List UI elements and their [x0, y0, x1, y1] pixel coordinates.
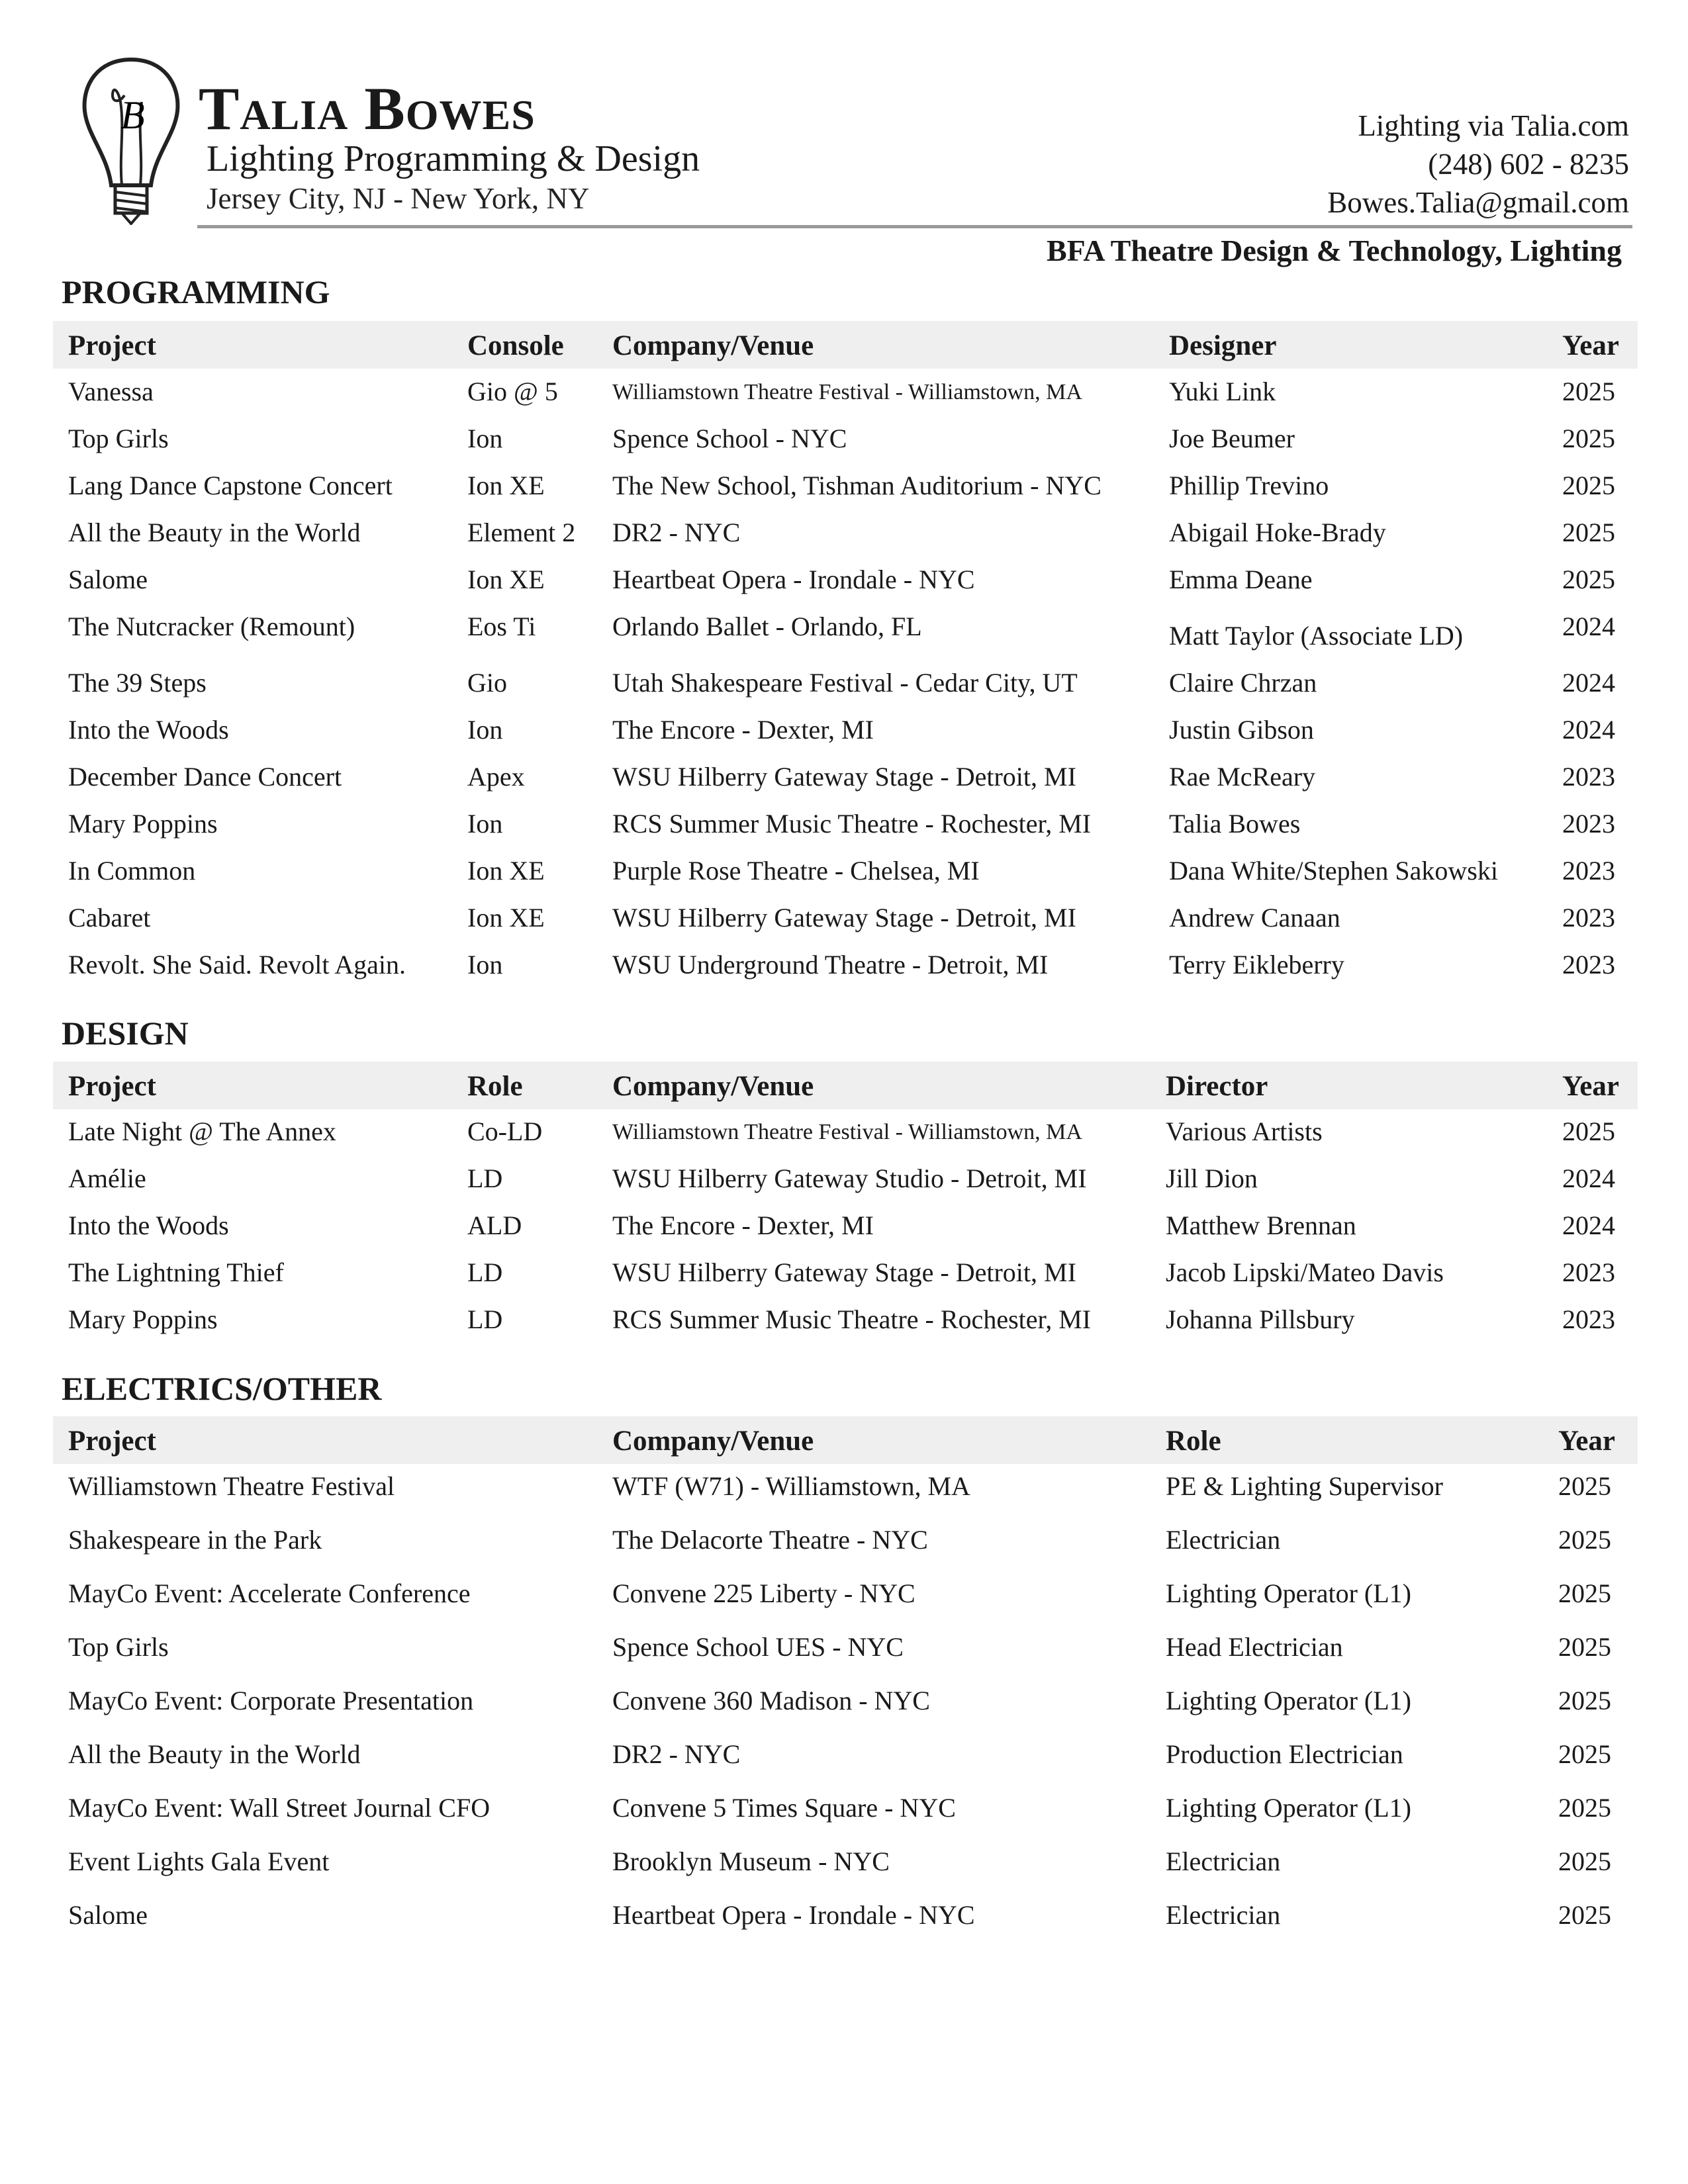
table-cell: Cabaret — [68, 903, 151, 933]
table-cell: Element 2 — [467, 518, 576, 547]
table-cell: Orlando Ballet - Orlando, FL — [612, 612, 922, 641]
column-header-year: Year — [1562, 330, 1619, 361]
design-table-header — [53, 1062, 1638, 1109]
table-cell: Abigail Hoke-Brady — [1169, 518, 1386, 547]
table-cell: Mary Poppins — [68, 1304, 218, 1334]
table-cell: 2024 — [1562, 1210, 1615, 1240]
table-cell: Jacob Lipski/Mateo Davis — [1166, 1257, 1444, 1287]
table-cell: Apex — [467, 762, 525, 792]
table-cell: Claire Chrzan — [1169, 668, 1317, 698]
table-cell: Ion — [467, 715, 503, 745]
table-cell: Into the Woods — [68, 1210, 229, 1240]
table-cell: The Lightning Thief — [68, 1257, 284, 1287]
table-cell: Convene 360 Madison - NYC — [612, 1686, 930, 1715]
table-cell: ALD — [467, 1210, 522, 1240]
table-cell: Lighting Operator (L1) — [1166, 1578, 1411, 1608]
table-cell: The Delacorte Theatre - NYC — [612, 1525, 928, 1555]
table-cell: Top Girls — [68, 424, 169, 453]
table-cell: The Encore - Dexter, MI — [612, 1210, 874, 1240]
column-header-role: Role — [467, 1071, 523, 1102]
resume-name: Talia Bowes — [199, 75, 536, 142]
table-cell: DR2 - NYC — [612, 1739, 741, 1769]
table-cell: Gio @ 5 — [467, 377, 558, 406]
table-cell: Matthew Brennan — [1166, 1210, 1356, 1240]
table-cell: 2023 — [1562, 903, 1615, 933]
header-divider — [197, 225, 1632, 228]
column-header-year: Year — [1562, 1071, 1619, 1102]
website-link[interactable]: Lighting via Talia.com — [1358, 109, 1629, 142]
table-cell: Joe Beumer — [1169, 424, 1295, 453]
table-cell: Williamstown Theatre Festival — [68, 1471, 395, 1501]
table-cell: LD — [467, 1163, 503, 1193]
table-cell: Into the Woods — [68, 715, 229, 745]
table-cell: Various Artists — [1166, 1116, 1323, 1146]
table-cell: All the Beauty in the World — [68, 518, 361, 547]
table-cell: 2025 — [1558, 1632, 1611, 1662]
table-cell: 2025 — [1558, 1846, 1611, 1876]
table-cell: 2024 — [1562, 1163, 1615, 1193]
table-cell: Lighting Operator (L1) — [1166, 1793, 1411, 1823]
table-cell: MayCo Event: Corporate Presentation — [68, 1686, 474, 1715]
table-cell: Matt Taylor (Associate LD) — [1169, 621, 1464, 651]
table-cell: RCS Summer Music Theatre - Rochester, MI — [612, 809, 1092, 839]
design-heading: DESIGN — [62, 1015, 189, 1052]
email-link[interactable]: Bowes.Talia@gmail.com — [1327, 186, 1629, 219]
table-cell: WSU Underground Theatre - Detroit, MI — [612, 950, 1049, 979]
table-cell: WTF (W71) - Williamstown, MA — [612, 1471, 970, 1501]
table-cell: Johanna Pillsbury — [1166, 1304, 1355, 1334]
table-cell: Late Night @ The Annex — [68, 1116, 336, 1146]
column-header-project: Project — [68, 1071, 156, 1102]
table-cell: Shakespeare in the Park — [68, 1525, 322, 1555]
table-cell: Vanessa — [68, 377, 154, 406]
table-cell: 2025 — [1562, 518, 1615, 547]
table-cell: Mary Poppins — [68, 809, 218, 839]
table-cell: Salome — [68, 565, 148, 594]
table-cell: LD — [467, 1257, 503, 1287]
table-cell: 2025 — [1558, 1471, 1611, 1501]
column-header-year: Year — [1558, 1426, 1615, 1457]
table-cell: Convene 5 Times Square - NYC — [612, 1793, 956, 1823]
table-cell: Amélie — [68, 1163, 146, 1193]
table-cell: 2025 — [1562, 377, 1615, 406]
table-cell: Ion XE — [467, 856, 545, 886]
table-cell: Co-LD — [467, 1116, 543, 1146]
table-cell: 2025 — [1558, 1578, 1611, 1608]
column-header-company-venue: Company/Venue — [612, 330, 814, 361]
table-cell: Rae McReary — [1169, 762, 1316, 792]
table-cell: Event Lights Gala Event — [68, 1846, 330, 1876]
table-cell: Phillip Trevino — [1169, 471, 1329, 500]
table-cell: 2025 — [1558, 1686, 1611, 1715]
electrics-heading: ELECTRICS/OTHER — [62, 1370, 382, 1407]
column-header-company-venue: Company/Venue — [612, 1426, 814, 1457]
table-cell: 2025 — [1558, 1525, 1611, 1555]
programming-heading: PROGRAMMING — [62, 273, 330, 310]
table-cell: Ion — [467, 809, 503, 839]
table-cell: Brooklyn Museum - NYC — [612, 1846, 890, 1876]
column-header-role: Role — [1166, 1426, 1221, 1457]
table-cell: The New School, Tishman Auditorium - NYC — [612, 471, 1102, 500]
table-cell: The 39 Steps — [68, 668, 207, 698]
table-cell: In Common — [68, 856, 196, 886]
table-cell: 2025 — [1558, 1900, 1611, 1930]
table-cell: 2025 — [1562, 424, 1615, 453]
table-cell: Yuki Link — [1169, 377, 1276, 406]
table-cell: DR2 - NYC — [612, 518, 741, 547]
electrics-table-header — [53, 1416, 1638, 1464]
table-cell: Williamstown Theatre Festival - Williamstown, MA — [612, 1120, 1082, 1144]
table-cell: The Nutcracker (Remount) — [68, 612, 355, 641]
table-cell: All the Beauty in the World — [68, 1739, 361, 1769]
table-cell: Utah Shakespeare Festival - Cedar City, UT — [612, 668, 1078, 698]
table-cell: 2023 — [1562, 856, 1615, 886]
column-header-director: Director — [1166, 1071, 1268, 1102]
table-cell: Terry Eikleberry — [1169, 950, 1344, 979]
table-cell: Spence School UES - NYC — [612, 1632, 904, 1662]
table-cell: 2023 — [1562, 809, 1615, 839]
table-cell: MayCo Event: Accelerate Conference — [68, 1578, 471, 1608]
table-cell: Head Electrician — [1166, 1632, 1343, 1662]
table-cell: Revolt. She Said. Revolt Again. — [68, 950, 406, 979]
table-cell: 2023 — [1562, 950, 1615, 979]
table-cell: Heartbeat Opera - Irondale - NYC — [612, 1900, 975, 1930]
table-cell: Convene 225 Liberty - NYC — [612, 1578, 915, 1608]
table-cell: The Encore - Dexter, MI — [612, 715, 874, 745]
table-cell: PE & Lighting Supervisor — [1166, 1471, 1443, 1501]
table-cell: WSU Hilberry Gateway Stage - Detroit, MI — [612, 762, 1076, 792]
table-cell: MayCo Event: Wall Street Journal CFO — [68, 1793, 491, 1823]
table-cell: 2025 — [1562, 1116, 1615, 1146]
table-cell: 2025 — [1562, 471, 1615, 500]
table-cell: WSU Hilberry Gateway Studio - Detroit, MI — [612, 1163, 1087, 1193]
table-cell: 2025 — [1558, 1793, 1611, 1823]
table-cell: Ion XE — [467, 471, 545, 500]
table-cell: December Dance Concert — [68, 762, 342, 792]
table-cell: Jill Dion — [1166, 1163, 1258, 1193]
table-cell: Ion — [467, 950, 503, 979]
table-cell: 2024 — [1562, 612, 1615, 641]
table-cell: 2025 — [1558, 1739, 1611, 1769]
table-cell: Lighting Operator (L1) — [1166, 1686, 1411, 1715]
table-cell: Heartbeat Opera - Irondale - NYC — [612, 565, 975, 594]
table-cell: WSU Hilberry Gateway Stage - Detroit, MI — [612, 1257, 1076, 1287]
table-cell: Justin Gibson — [1169, 715, 1314, 745]
table-cell: WSU Hilberry Gateway Stage - Detroit, MI — [612, 903, 1076, 933]
table-cell: 2023 — [1562, 1304, 1615, 1334]
table-cell: Electrician — [1166, 1900, 1281, 1930]
table-cell: Ion XE — [467, 903, 545, 933]
degree-line: BFA Theatre Design & Technology, Lighting — [1046, 234, 1622, 267]
table-cell: Williamstown Theatre Festival - Williamstown, MA — [612, 380, 1082, 404]
programming-table-header — [53, 321, 1638, 369]
table-cell: Gio — [467, 668, 507, 698]
table-cell: Spence School - NYC — [612, 424, 847, 453]
table-cell: RCS Summer Music Theatre - Rochester, MI — [612, 1304, 1092, 1334]
table-cell: Eos Ti — [467, 612, 536, 641]
resume-subtitle: Lighting Programming & Design — [207, 138, 700, 179]
table-cell: Electrician — [1166, 1846, 1281, 1876]
resume-location: Jersey City, NJ - New York, NY — [207, 182, 590, 215]
column-header-project: Project — [68, 1426, 156, 1457]
table-cell: Talia Bowes — [1169, 809, 1301, 839]
table-cell: Ion — [467, 424, 503, 453]
table-cell: Ion XE — [467, 565, 545, 594]
column-header-company-venue: Company/Venue — [612, 1071, 814, 1102]
column-header-designer: Designer — [1169, 330, 1277, 361]
column-header-project: Project — [68, 330, 156, 361]
table-cell: Dana White/Stephen Sakowski — [1169, 856, 1498, 886]
lightbulb-logo-icon — [78, 56, 184, 225]
table-cell: Purple Rose Theatre - Chelsea, MI — [612, 856, 980, 886]
table-cell: 2023 — [1562, 762, 1615, 792]
table-cell: Production Electrician — [1166, 1739, 1403, 1769]
phone-number: (248) 602 - 8235 — [1428, 148, 1629, 181]
table-cell: Emma Deane — [1169, 565, 1313, 594]
table-cell: 2025 — [1562, 565, 1615, 594]
svg-text:B: B — [120, 93, 145, 137]
table-cell: 2024 — [1562, 668, 1615, 698]
table-cell: 2024 — [1562, 715, 1615, 745]
table-cell: Top Girls — [68, 1632, 169, 1662]
table-cell: Lang Dance Capstone Concert — [68, 471, 393, 500]
column-header-console: Console — [467, 330, 564, 361]
table-cell: Electrician — [1166, 1525, 1281, 1555]
table-cell: Salome — [68, 1900, 148, 1930]
table-cell: 2023 — [1562, 1257, 1615, 1287]
table-cell: LD — [467, 1304, 503, 1334]
table-cell: Andrew Canaan — [1169, 903, 1340, 933]
